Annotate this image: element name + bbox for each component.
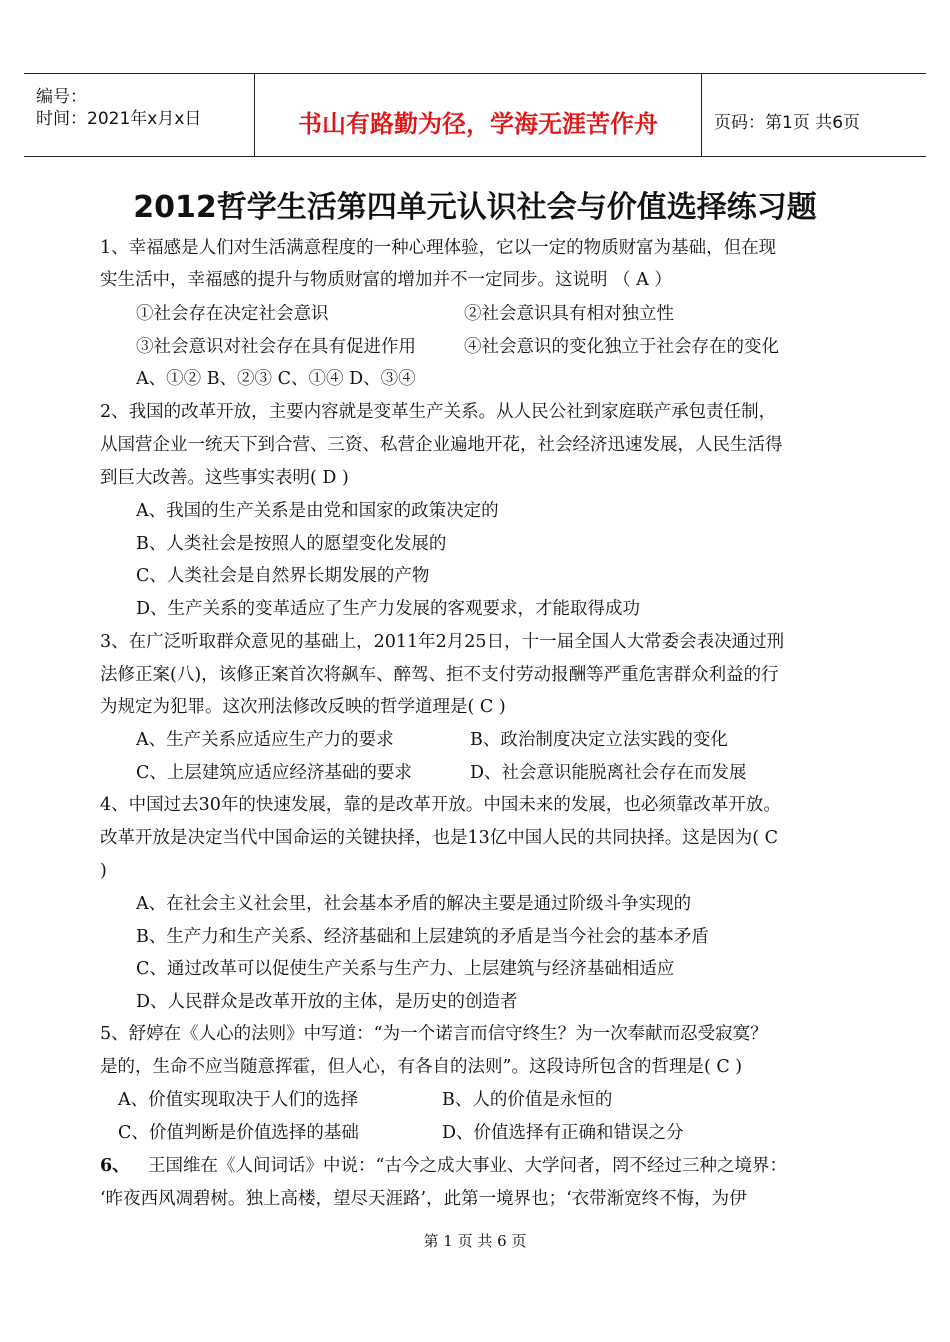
q2-option-c: C、人类社会是自然界长期发展的产物 [136,566,430,586]
q4-option-a: A、在社会主义社会里，社会基本矛盾的解决主要是通过阶级斗争实现的 [136,894,692,914]
q3-option-d: D、社会意识能脱离社会存在而发展 [470,763,747,783]
document-title: 2012哲学生活第四单元认识社会与价值选择练习题 [133,190,817,225]
q2-stem-line-1: 2、我国的改革开放，主要内容就是变革生产关系。从人民公社到家庭联产承包责任制， [100,402,777,422]
header-left-cell [24,74,254,156]
document-header [24,73,926,157]
q2-option-a: A、我国的生产关系是由党和国家的政策决定的 [136,501,499,521]
page-footer: 第 1 页 共 6 页 [423,1232,527,1250]
q2-stem-line-2: 从国营企业一统天下到合营、三资、私营企业遍地开花，社会经济迅速发展，人民生活得 [100,435,783,455]
q5-stem-line-2: 是的，生命不应当随意挥霍，但人心，有各自的法则”。这段诗所包含的哲理是( C ) [100,1057,743,1077]
document-time-label: 时间：2021年x月x日 [36,109,202,129]
header-middle-cell [254,74,702,156]
q3-option-c: C、上层建筑应适应经济基础的要求 [136,763,412,783]
q2-stem-line-3: 到巨大改善。这些事实表明( D ) [100,468,349,488]
q3-stem-line-1: 3、在广泛听取群众意见的基础上，2011年2月25日，十一届全国人大常委会表决通过刑 [100,632,785,652]
q1-stem-line-1: 1、幸福感是人们对生活满意程度的一种心理体验，它以一定的物质财富为基础，但在现 [100,238,777,258]
q1-statement-3: ③社会意识对社会存在具有促进作用 [136,337,416,357]
q1-statement-2: ②社会意识具有相对独立性 [464,304,674,324]
q5-option-a: A、价值实现取决于人们的选择 [118,1090,359,1110]
q5-stem-line-1: 5、舒婷在《人心的法则》中写道：“为一个诺言而信守终生？为一次奉献而忍受寂寞？ [100,1024,768,1044]
document-number-label: 编号： [36,87,87,107]
q4-stem-line-1: 4、中国过去30年的快速发展，靠的是改革开放。中国未来的发展，也必须靠改革开放。 [100,795,781,815]
q4-stem-line-2: 改革开放是决定当代中国命运的关键抉择，也是13亿中国人民的共同抉择。这是因为( C [100,828,779,848]
q5-option-b: B、人的价值是永恒的 [442,1090,613,1110]
q2-option-b: B、人类社会是按照人的愿望变化发展的 [136,534,447,554]
q3-option-b: B、政治制度决定立法实践的变化 [470,730,728,750]
q6-stem-line-1: 王国维在《人间词话》中说：“古今之成大事业、大学问者，罔不经过三种之境界： [148,1156,787,1176]
q1-statement-1: ①社会存在决定社会意识 [136,304,329,324]
q3-option-a: A、生产关系应适应生产力的要求 [136,730,394,750]
q4-option-b: B、生产力和生产关系、经济基础和上层建筑的矛盾是当今社会的基本矛盾 [136,927,709,947]
q4-stem-line-3: ) [100,861,107,881]
header-motto: 书山有路勤为径，学海无涯苦作舟 [298,110,658,138]
q5-option-d: D、价值选择有正确和错误之分 [442,1123,684,1143]
q4-option-c: C、通过改革可以促使生产关系与生产力、上层建筑与经济基础相适应 [136,959,675,979]
header-right-cell [702,74,926,156]
q1-statement-4: ④社会意识的变化独立于社会存在的变化 [464,337,779,357]
q5-option-c: C、价值判断是价值选择的基础 [118,1123,359,1143]
q3-stem-line-3: 为规定为犯罪。这次刑法修改反映的哲学道理是( C ) [100,697,506,717]
q1-choices: A、①② B、②③ C、①④ D、③④ [136,369,416,389]
q2-option-d: D、生产关系的变革适应了生产力发展的客观要求，才能取得成功 [136,599,641,619]
q6-stem-line-2: ‘昨夜西风凋碧树。独上高楼，望尽天涯路’，此第一境界也；‘衣带渐宽终不悔，为伊 [100,1189,747,1209]
q3-stem-line-2: 法修正案(八)，该修正案首次将飙车、醉驾、拒不支付劳动报酬等严重危害群众利益的行 [100,665,779,685]
q4-option-d: D、人民群众是改革开放的主体，是历史的创造者 [136,992,518,1012]
header-page-info: 页码：第1页 共6页 [714,113,861,133]
q6-number: 6、 [100,1156,130,1176]
q1-stem-line-2: 实生活中，幸福感的提升与物质财富的增加并不一定同步。这说明 （ A ） [100,270,672,290]
